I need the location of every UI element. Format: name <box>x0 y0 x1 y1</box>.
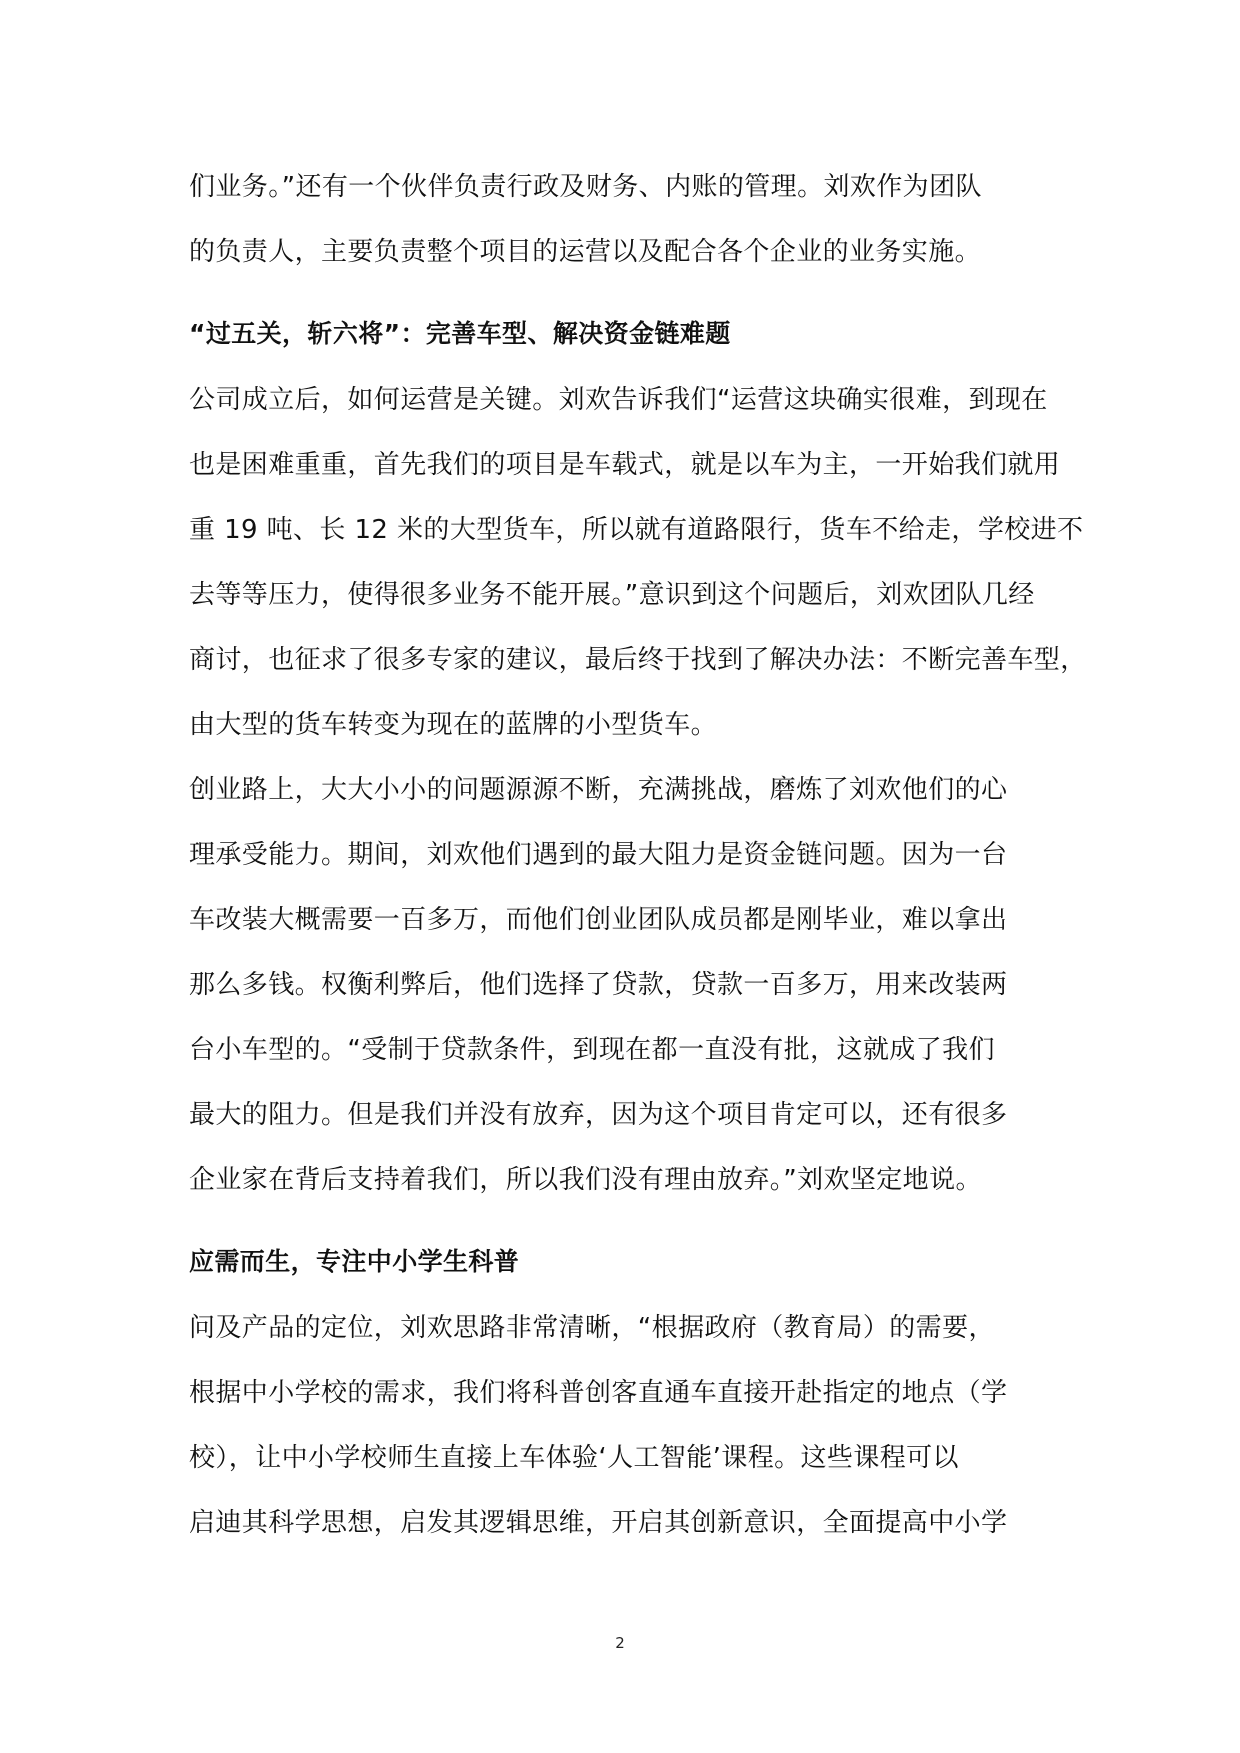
paragraph-funding-chain <box>189 758 1059 1213</box>
section-heading-funding: “过五关，斩六将”：完善车型、解决资金链难题 <box>189 319 731 348</box>
text-line: 企业家在背后支持着我们，所以我们没有理由放弃。”刘欢坚定地说。 <box>189 1165 982 1195</box>
text-line: 车改装大概需要一百多万，而他们创业团队成员都是刚毕业，难以拿出 <box>189 905 1008 935</box>
text-line: 理承受能力。期间，刘欢他们遇到的最大阻力是资金链问题。因为一台 <box>189 840 1008 870</box>
text-line: 去等等压力，使得很多业务不能开展。”意识到这个问题后，刘欢团队几经 <box>189 580 1035 610</box>
text-line: 创业路上，大大小小的问题源源不断，充满挑战，磨炼了刘欢他们的心 <box>189 775 1008 805</box>
text-line: 问及产品的定位，刘欢思路非常清晰，“根据政府（教育局）的需要， <box>189 1313 995 1343</box>
text-line: 公司成立后，如何运营是关键。刘欢告诉我们“运营这块确实很难，到现在 <box>189 385 1048 415</box>
paragraph-positioning <box>189 1296 1059 1556</box>
text-line: 们业务。”还有一个伙伴负责行政及财务、内账的管理。刘欢作为团队 <box>189 172 982 202</box>
paragraph-operations <box>189 368 1087 758</box>
text-line: 的负责人，主要负责整个项目的运营以及配合各个企业的业务实施。 <box>189 237 982 267</box>
text-line: 校），让中小学校师生直接上车体验‘人工智能’课程。这些课程可以 <box>189 1443 959 1473</box>
text-line: 商讨，也征求了很多专家的建议，最后终于找到了解决办法：不断完善车型， <box>189 645 1087 675</box>
text-line: 重 19 吨、长 12 米的大型货车，所以就有道路限行，货车不给走，学校进不 <box>189 515 1084 545</box>
section-heading-science: 应需而生，专注中小学生科普 <box>189 1247 520 1276</box>
text-line: 启迪其科学思想，启发其逻辑思维，开启其创新意识，全面提高中小学 <box>189 1508 1008 1538</box>
text-line: 由大型的货车转变为现在的蓝牌的小型货车。 <box>189 710 718 740</box>
text-line: 那么多钱。权衡利弊后，他们选择了贷款，贷款一百多万，用来改装两 <box>189 970 1008 1000</box>
document-page <box>189 155 1087 1556</box>
text-line: 也是困难重重，首先我们的项目是车载式，就是以车为主，一开始我们就用 <box>189 450 1061 480</box>
page-number: 2 <box>615 1634 625 1652</box>
intro-paragraph <box>189 155 1059 285</box>
text-line: 台小车型的。“受制于贷款条件，到现在都一直没有批，这就成了我们 <box>189 1035 995 1065</box>
text-line: 根据中小学校的需求，我们将科普创客直通车直接开赴指定的地点（学 <box>189 1378 1008 1408</box>
text-line: 最大的阻力。但是我们并没有放弃，因为这个项目肯定可以，还有很多 <box>189 1100 1008 1130</box>
